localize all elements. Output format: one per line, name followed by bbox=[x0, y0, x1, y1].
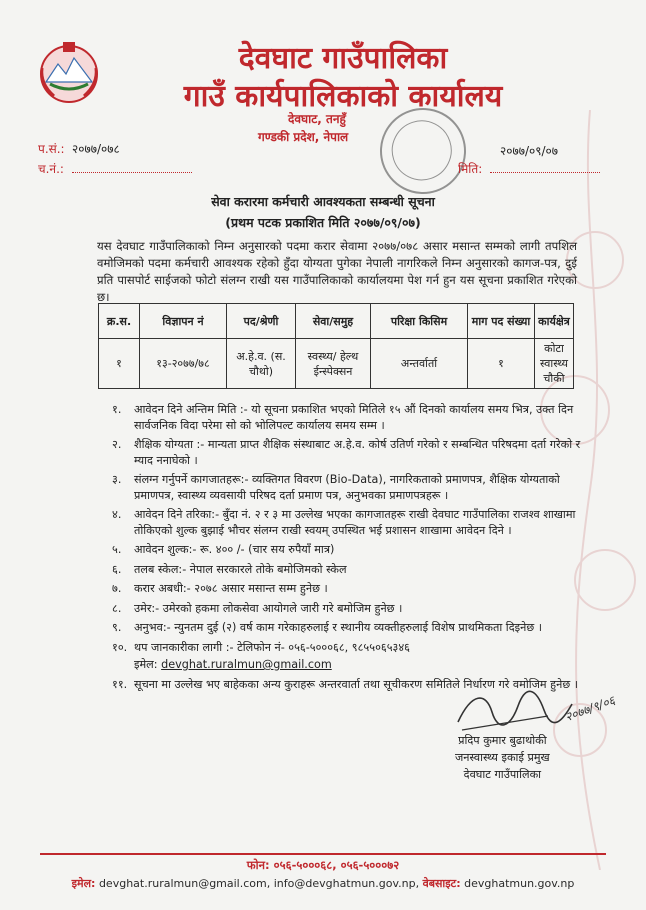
dispatch-label: च.नं.: bbox=[38, 162, 64, 176]
col-header: परिक्षा किसिम bbox=[371, 304, 468, 339]
table-cell: १३-२०७७/७८ bbox=[140, 339, 227, 389]
handwritten-signature bbox=[452, 682, 632, 738]
col-header: कार्यक्षेत्र bbox=[535, 304, 574, 339]
col-header: विज्ञापन नं bbox=[140, 304, 227, 339]
address-line-2: गण्डकी प्रदेश, नेपाल bbox=[258, 130, 349, 144]
col-header: सेवा/समुह bbox=[296, 304, 371, 339]
address-line-1: देवघाट, तनहुँ bbox=[288, 112, 346, 126]
date-label: मिति: bbox=[458, 162, 483, 176]
item-number: ४. bbox=[112, 508, 122, 521]
item-text: शैक्षिक योग्यता :- मान्यता प्राप्त शैक्षिक संस्थाबाट अ.हे.व. कोर्ष उतिर्ण गरेको र सम्बन्धित परिषदमा दर्ता गरेको र म्याद ननाघेको । bbox=[134, 438, 581, 467]
signature-block bbox=[455, 732, 550, 783]
table-cell: अ.हे.व. (स. चौथो) bbox=[227, 339, 296, 389]
footer-emails[interactable]: devghat.ruralmun@gmail.com, info@devghatmun.gov.np, bbox=[98, 877, 420, 890]
table-row bbox=[99, 339, 574, 389]
item-number: ९. bbox=[112, 621, 122, 634]
item-text: थप जानकारीका लागी :- टेलिफोन नं- ०५६-५०००६८, ९८५५०६५३४६ bbox=[134, 640, 410, 654]
footer-phone bbox=[0, 858, 646, 873]
list-item bbox=[112, 620, 588, 636]
table-cell: १ bbox=[468, 339, 535, 389]
footer-contact bbox=[0, 876, 646, 891]
date-dotline bbox=[490, 172, 600, 173]
contact-email-line bbox=[112, 657, 588, 673]
signatory-name: प्रदिप कुमार बुढाथोकी bbox=[458, 734, 547, 747]
footer-phone-numbers: ०५६-५०००६८, ०५६-५०००७२ bbox=[273, 858, 400, 872]
signature-date: २०७७/९/०६ bbox=[563, 693, 617, 725]
footer-website-label: वेबसाइट: bbox=[422, 877, 461, 890]
signatory-designation: जनस्वास्थ्य इकाई प्रमुख bbox=[455, 751, 550, 764]
item-number: ११. bbox=[112, 677, 128, 691]
list-item bbox=[112, 601, 588, 617]
vacancy-table bbox=[98, 303, 574, 389]
conditions-list bbox=[112, 402, 588, 696]
intro-paragraph: यस देवघाट गाउँपालिकाको निम्न अनुसारको पदमा करार सेवामा २०७७/०७८ असार मसान्त सम्मको लागी तपशिल वमोजिमको पदमा कर्मचारी आवश्यक रहेको हुँदा योग्यता पुगेका नेपाली नागरिकले निम्न अनुसारको कागज-पत्र, दुई प्रति पासपोर्ट साईजको फोटो संलग्न राखी यस गाउँपालिकाको कार्यालयमा पेश गर्न हुन यस सूचना प्रकाशित गरेएको छ। bbox=[97, 239, 577, 304]
item-text: संलग्न गर्नुपर्ने कागजातहरू:- व्यक्तिगत विवरण (Bio-Data), नागरिकताको प्रमाणपत्र, शैक्षिक योग्यताको प्रमाणपत्र, स्वास्थ्य व्यवसायी परिषद दर्ता प्रमाण पत्र, अनुभवका प्रमाणपत्रहरू । bbox=[134, 473, 560, 502]
footer-divider bbox=[40, 853, 606, 855]
ref-value: २०७७/०७८ bbox=[72, 142, 120, 156]
office-name: गाउँ कार्यपालिकाको कार्यालय bbox=[183, 79, 503, 114]
list-item bbox=[112, 581, 588, 597]
col-header: क्र.स. bbox=[99, 304, 140, 339]
item-number: ५. bbox=[112, 543, 122, 556]
footer-website[interactable]: devghatmun.gov.np bbox=[464, 877, 575, 890]
item-number: ३. bbox=[112, 473, 122, 486]
footer-email-label: इमेल: bbox=[71, 877, 96, 890]
list-item bbox=[112, 472, 588, 503]
item-number: २. bbox=[112, 438, 122, 451]
col-header: पद/श्रेणी bbox=[227, 304, 296, 339]
table-cell: अन्तर्वार्ता bbox=[371, 339, 468, 389]
item-text: करार अबधी:- २०७८ असार मसान्त सम्म हुनेछ । bbox=[134, 582, 328, 595]
list-item bbox=[112, 562, 588, 578]
item-text: उमेर:- उमेरको हकमा लोकसेवा आयोगले जारी गरे बमोजिम हुनेछ । bbox=[134, 601, 403, 615]
table-cell: स्वस्थ्य/ हेल्थ ईन्स्पेक्सन bbox=[296, 339, 371, 389]
table-cell: कोटा स्वास्थ्य चौकी bbox=[535, 339, 574, 389]
col-header: माग पद संख्या bbox=[468, 304, 535, 339]
contact-email-link[interactable]: devghat.ruralmun@gmail.com bbox=[161, 658, 332, 671]
footer-phone-label: फोन: bbox=[246, 858, 270, 872]
notice-subtitle: (प्रथम पटक प्रकाशित मिति २०७७/०९/०७) bbox=[225, 215, 421, 230]
ref-label: प.सं.: bbox=[38, 142, 65, 156]
date-value: २०७७/०९/०७ bbox=[500, 144, 559, 158]
table-header-row bbox=[99, 304, 574, 339]
table-cell: १ bbox=[99, 339, 140, 389]
item-text: आवेदन दिने अन्तिम मिति :- यो सूचना प्रकाशित भएको मितिले १५ औं दिनको कार्यालय समय भित्र, उक्त दिन सार्वजनिक विदा परेमा सो को भोलिपल्ट कार्यालय समय सम्म । bbox=[134, 403, 574, 432]
notice-title: सेवा करारमा कर्मचारी आवश्यकता सम्बन्धी सूचना bbox=[211, 194, 435, 209]
signatory-office: देवघाट गाउँपालिका bbox=[463, 768, 542, 781]
org-name: देवघाट गाउँपालिका bbox=[238, 41, 448, 76]
dispatch-dotline bbox=[72, 172, 192, 173]
item-number: ६. bbox=[112, 562, 122, 576]
item-text: तलब स्केल:- नेपाल सरकारले तोके बमोजिमको स्केल bbox=[134, 562, 347, 576]
list-item bbox=[112, 507, 588, 538]
list-item bbox=[112, 402, 588, 433]
item-number: १०. bbox=[112, 640, 128, 654]
item-text: सूचना मा उल्लेख भए बाहेकका अन्य कुराहरू अन्तरवार्ता तथा सूचीकरण समितिले निर्धारण गरे वमोजिम हुनेछ । bbox=[134, 677, 578, 691]
item-number: ७. bbox=[112, 582, 122, 595]
item-number: ८. bbox=[112, 601, 122, 615]
list-item bbox=[112, 437, 588, 468]
item-text: आवेदन दिने तरिका:- बुँदा नं. २ र ३ मा उल्लेख भएका कागजातहरू राखी देवघाट गाउँपालिका राजश्व शाखामा तोकिएको शुल्क बुझाई भौचर संलग्न राखी स्वयम् उपस्थित भई प्रशासन शाखामा आवेदन दिने । bbox=[134, 508, 576, 537]
item-text: अनुभव:- न्युनतम दुई (२) वर्ष काम गरेकाहरुलाई र स्थानीय व्यक्तीहरुलाई विशेष प्राथमिकता दिइनेछ । bbox=[134, 621, 542, 634]
list-item bbox=[112, 542, 588, 558]
item-text: आवेदन शुल्क:- रू. ४०० /- (चार सय रुपैयाँ मात्र) bbox=[134, 543, 335, 556]
item-number: १. bbox=[112, 403, 122, 416]
email-label: इमेल: bbox=[134, 658, 158, 671]
list-item bbox=[112, 640, 588, 656]
